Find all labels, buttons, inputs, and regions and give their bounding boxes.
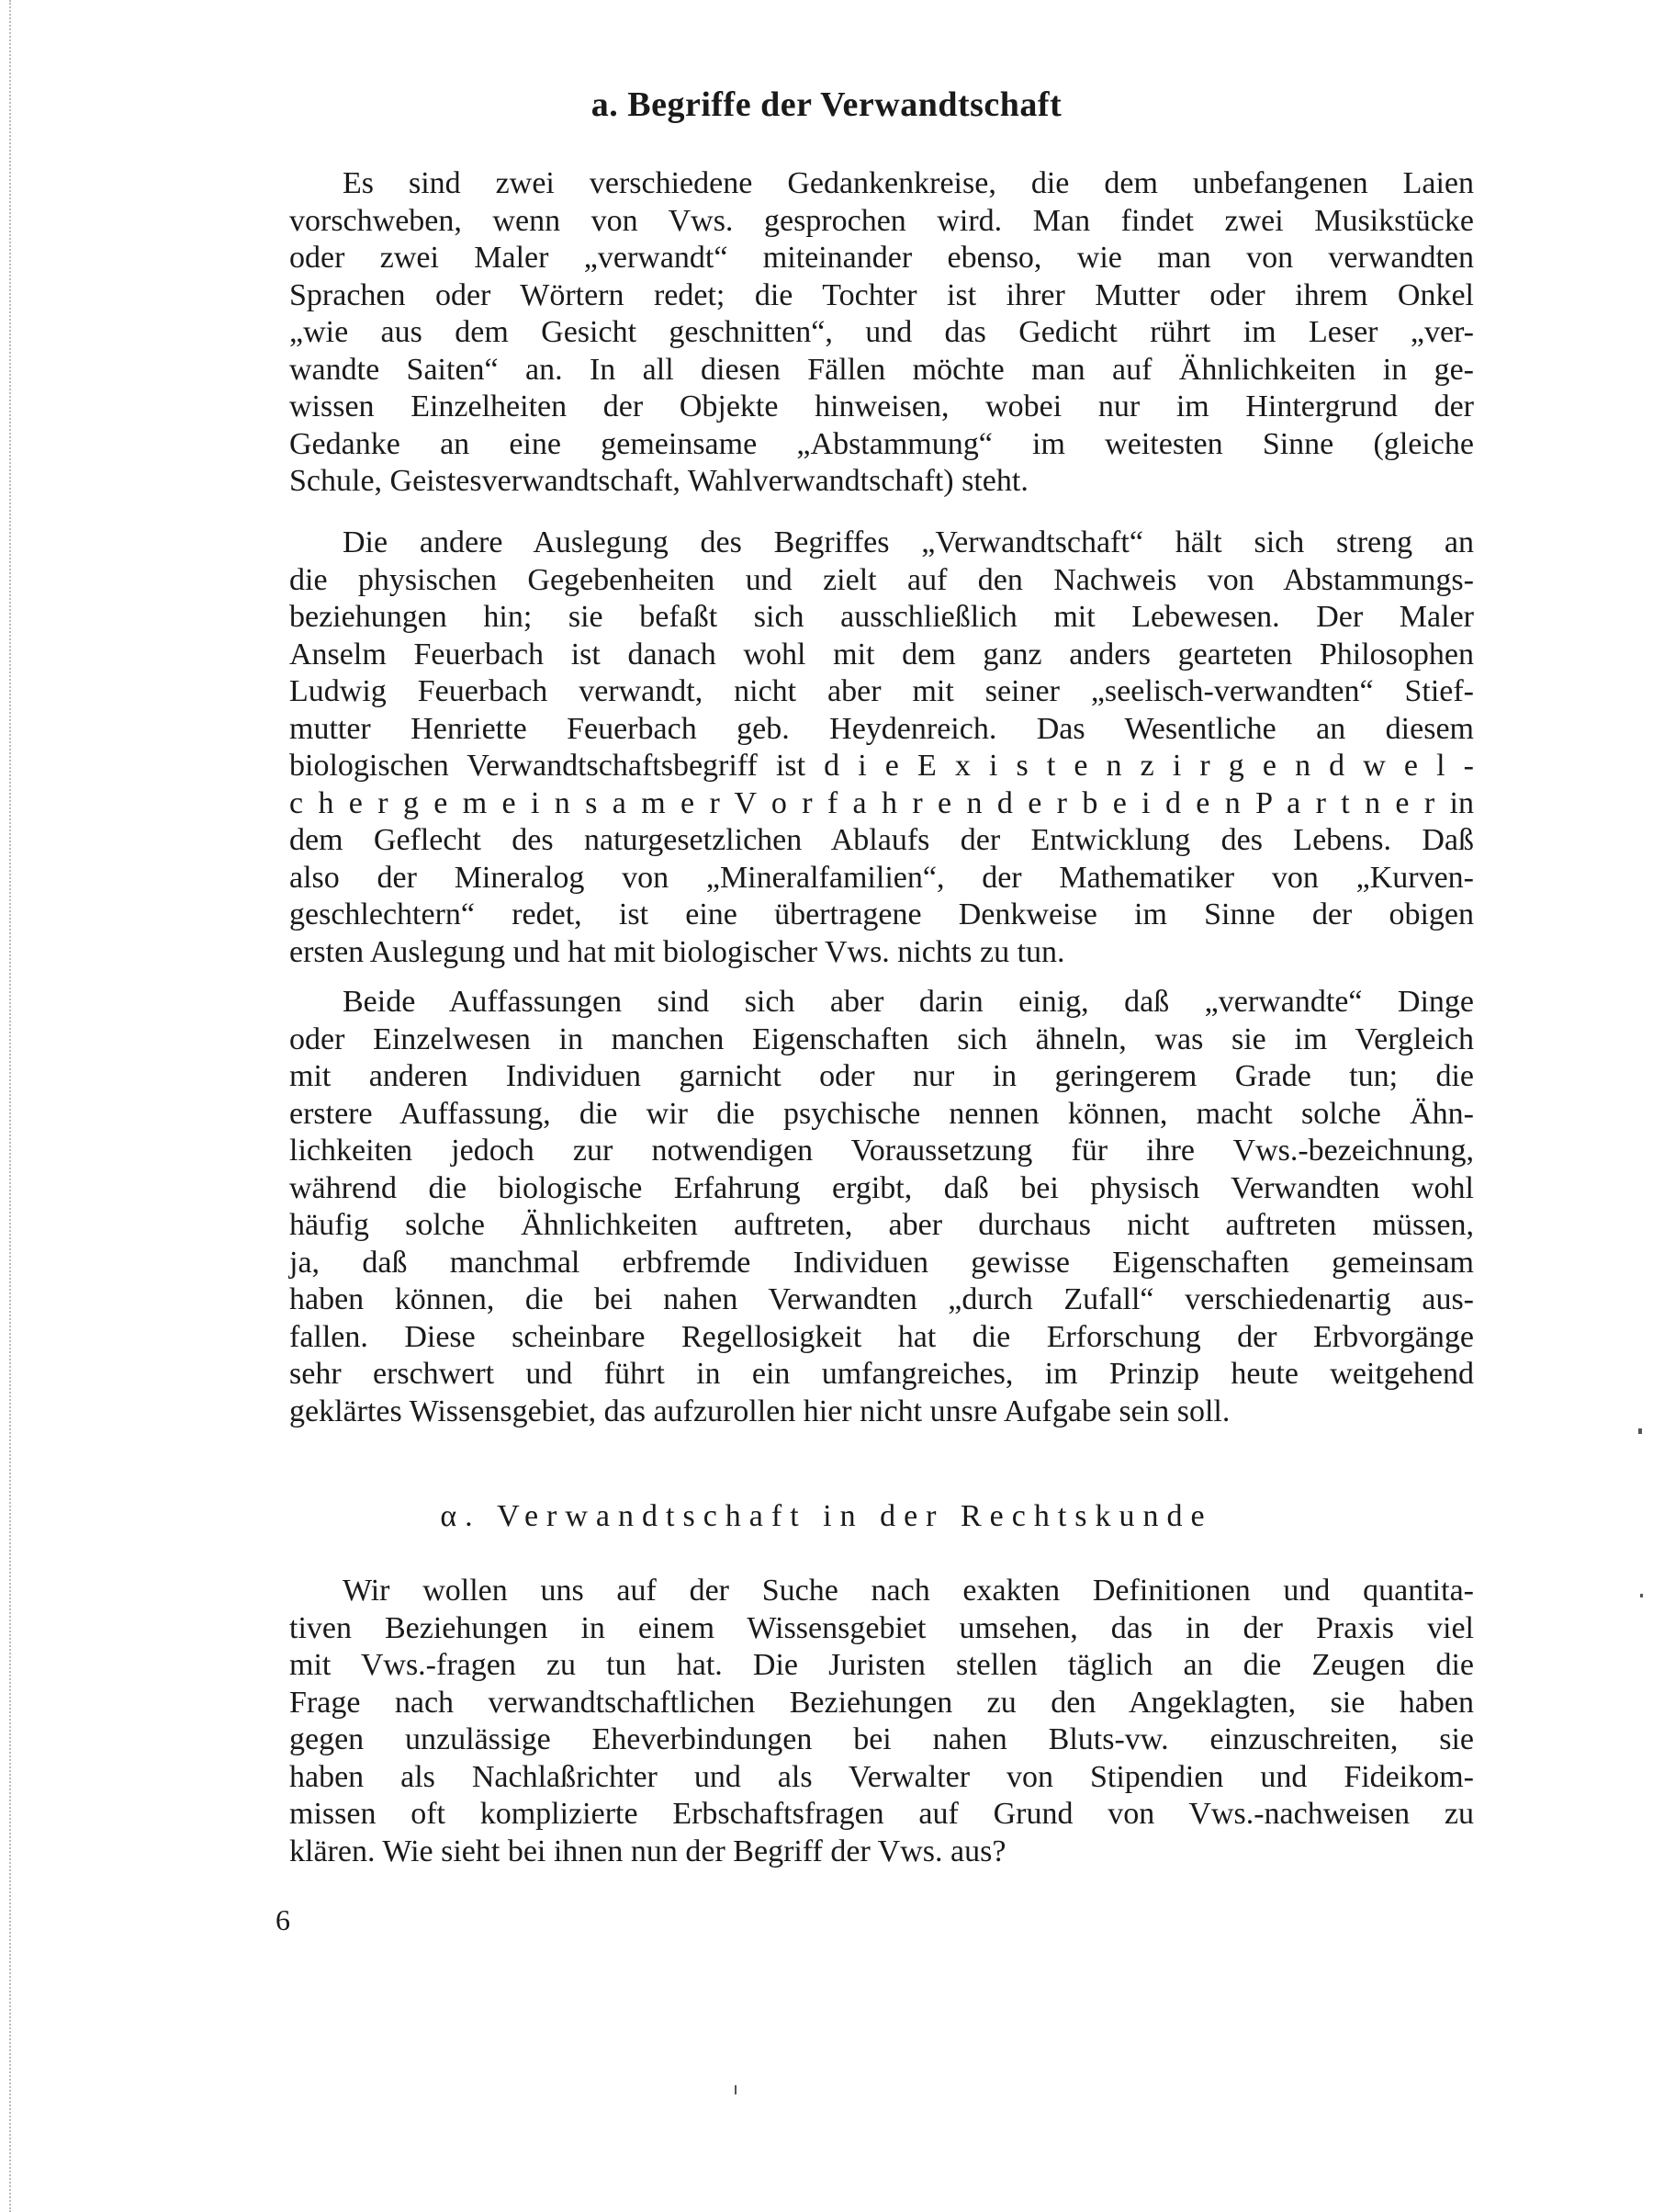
text-line: Frage nach verwandtschaftlichen Beziehungen zu den Angeklagten, sie haben (289, 1685, 1474, 1720)
text-line: haben können, die bei nahen Verwandten „durch Zufall“ verschiedenartig aus- (289, 1282, 1474, 1316)
text-line: missen oft komplizierte Erbschaftsfragen auf Grund von Vws.-nachweisen zu (289, 1797, 1474, 1831)
text-line: Gedanke an eine gemeinsame „Abstammung“ im weitesten Sinne (gleiche (289, 426, 1474, 461)
text-line: sehr erschwert und führt in ein umfangreiches, im Prinzip heute weitgehend (289, 1357, 1474, 1391)
text-line: Ludwig Feuerbach verwandt, nicht aber mit seiner „seelisch-verwandten“ Stief- (289, 674, 1474, 708)
text-line: oder Einzelwesen in manchen Eigenschaften sich ähneln, was sie im Vergleich (289, 1021, 1474, 1056)
text-line: tiven Beziehungen in einem Wissensgebiet umsehen, das in der Praxis viel (289, 1610, 1474, 1645)
text-line: Schule, Geistesverwandtschaft, Wahlverwandtschaft) steht. (289, 464, 1029, 498)
text-line: Beide Auffassungen sind sich aber darin einig, daß „verwandte“ Dinge (343, 985, 1474, 1019)
text-line: Anselm Feuerbach ist danach wohl mit dem ganz anders gearteten Philosophen (289, 637, 1474, 672)
paragraph-4 (289, 1573, 1474, 1870)
text-line: während die biologische Erfahrung ergibt, daß bei physisch Verwandten wohl (289, 1170, 1474, 1205)
text-line: ja, daß manchmal erbfremde Individuen gewisse Eigenschaften gemeinsam (289, 1245, 1474, 1280)
text-line: c h e r g e m e i n s a m e r V o r f a h r e n d e r b e i d e n P a r t n e r in (289, 785, 1474, 820)
text-line: lichkeiten jedoch zur notwendigen Voraussetzung für ihre Vws.-bezeichnung, (289, 1134, 1474, 1168)
text-line: wissen Einzelheiten der Objekte hinweisen, wobei nur im Hintergrund der (289, 389, 1474, 423)
paragraph-3 (289, 984, 1474, 1430)
scan-speck (1640, 1594, 1643, 1597)
section-heading: a. Begriffe der Verwandtschaft (590, 85, 1063, 124)
text-line: erstere Auffassung, die wir die psychische nennen können, macht solche Ähn- (289, 1096, 1474, 1131)
text-line: mit Vws.-fragen zu tun hat. Die Juristen stellen täglich an die Zeugen die (289, 1648, 1474, 1682)
text-line: vorschweben, wenn von Vws. gesprochen wird. Man findet zwei Musikstücke (289, 203, 1474, 238)
text-line: oder zwei Maler „verwandt“ miteinander ebenso, wie man von verwandten (289, 241, 1474, 275)
scan-edge (9, 0, 12, 2212)
text-line: Die andere Auslegung des Begriffes „Verwandtschaft“ hält sich streng an (343, 525, 1474, 559)
paragraph-2 (289, 525, 1474, 971)
text-line: „wie aus dem Gesicht geschnitten“, und das Gedicht rührt im Leser „ver- (289, 315, 1474, 349)
text-line: also der Mineralog von „Mineralfamilien“, der Mathematiker von „Kurven- (289, 860, 1474, 895)
text-line: gegen unzulässige Eheverbindungen bei nahen Bluts-vw. einzuschreiten, sie (289, 1722, 1474, 1756)
text-line: klären. Wie sieht bei ihnen nun der Begriff der Vws. aus? (289, 1834, 1006, 1868)
subsection-heading: α. Verwandtschaft in der Rechtskunde (440, 1499, 1213, 1533)
text-line: häufig solche Ähnlichkeiten auftreten, aber durchaus nicht auftreten müssen, (289, 1208, 1474, 1242)
text-line: wandte Saiten“ an. In all diesen Fällen möchte man auf Ähnlichkeiten in ge- (289, 352, 1474, 387)
page-number: 6 (276, 1903, 290, 1936)
paragraph-1 (289, 165, 1474, 501)
text-line: beziehungen hin; sie befaßt sich ausschließlich mit Lebewesen. Der Maler (289, 600, 1474, 634)
scan-speck (735, 2085, 737, 2094)
text-line: dem Geflecht des naturgesetzlichen Ablaufs der Entwicklung des Lebens. Daß (289, 823, 1474, 857)
text-line: Sprachen oder Wörtern redet; die Tochter ist ihrer Mutter oder ihrem Onkel (289, 277, 1474, 312)
text-line: geklärtes Wissensgebiet, das aufzurollen hier nicht unsre Aufgabe sein soll. (289, 1394, 1231, 1428)
text-line: haben als Nachlaßrichter und als Verwalter von Stipendien und Fideikom- (289, 1759, 1474, 1794)
scan-speck (1638, 1428, 1642, 1434)
text-line: die physischen Gegebenheiten und zielt auf den Nachweis von Abstammungs- (289, 562, 1474, 597)
text-line: mit anderen Individuen garnicht oder nur in geringerem Grade tun; die (289, 1059, 1474, 1093)
text-line: mutter Henriette Feuerbach geb. Heydenreich. Das Wesentliche an diesem (289, 711, 1474, 746)
text-line: Wir wollen uns auf der Suche nach exakten Definitionen und quantita- (343, 1574, 1474, 1608)
text-line: biologischen Verwandtschaftsbegriff ist d i e E x i s t e n z i r g e n d w e l - (289, 749, 1474, 783)
text-line: ersten Auslegung und hat mit biologischer Vws. nichts zu tun. (289, 934, 1065, 969)
text-line: fallen. Diese scheinbare Regellosigkeit hat die Erforschung der Erbvorgänge (289, 1319, 1474, 1354)
text-line: geschlechtern“ redet, ist eine übertragene Denkweise im Sinne der obigen (289, 897, 1474, 931)
text-line: Es sind zwei verschiedene Gedankenkreise, die dem unbefangenen Laien (343, 166, 1474, 200)
